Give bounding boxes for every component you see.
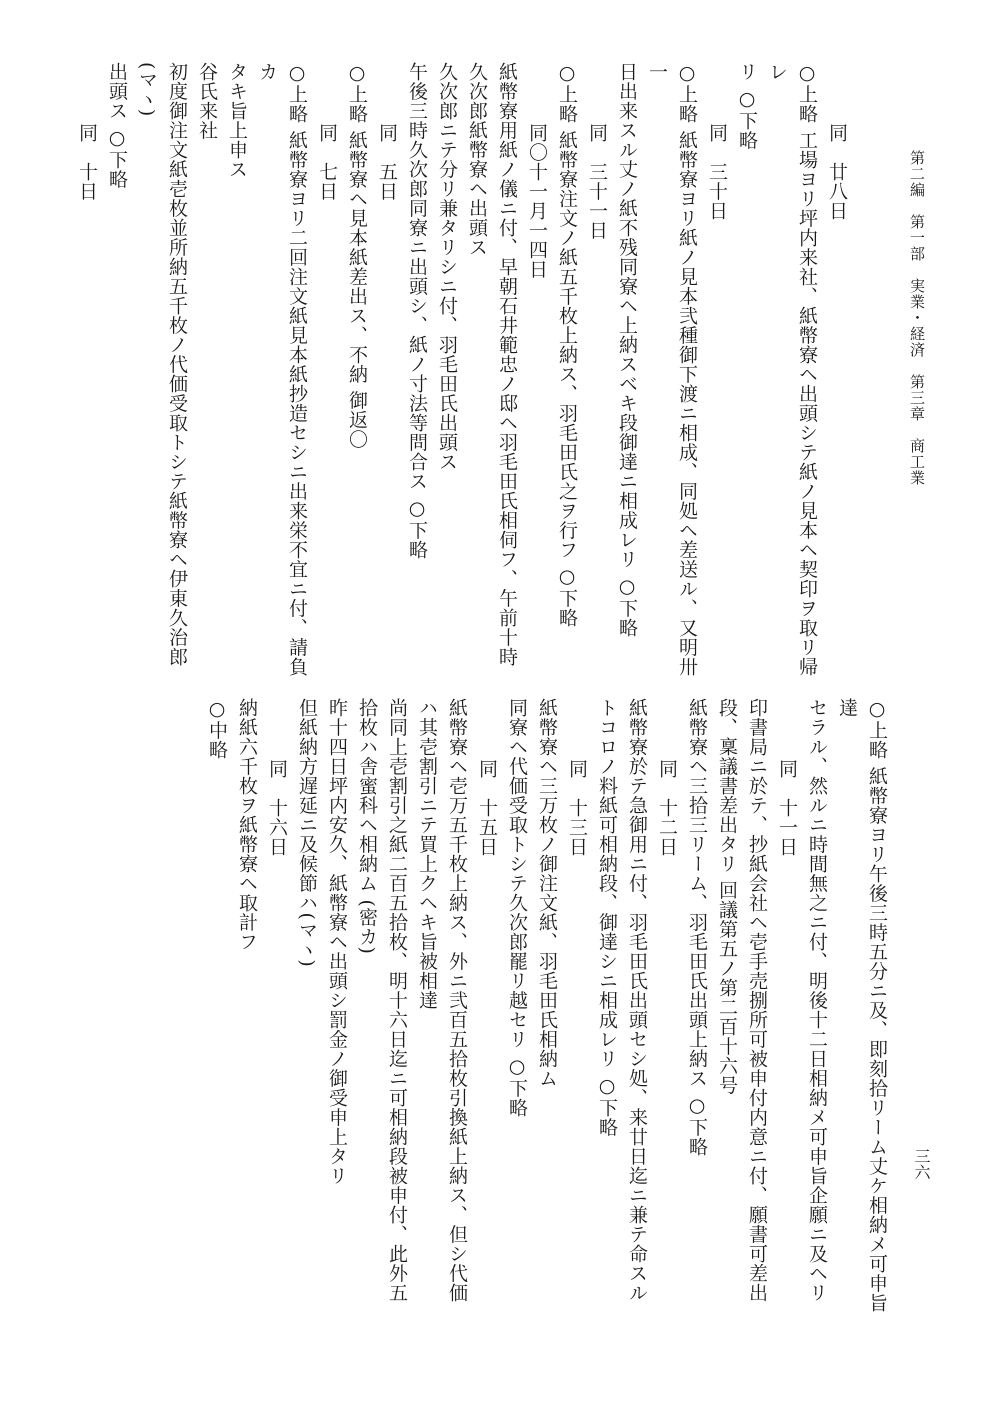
text-line: 出頭ス ○下略	[106, 62, 128, 189]
text-line: ○上略 工場ヨリ坪内来社、紙幣寮ヘ出頭シテ紙ノ見本ヘ契印ヲ取リ帰レ	[766, 62, 818, 677]
text-line: 拾枚ハ舎蜜科ヘ相納ム (密カ)	[356, 698, 378, 955]
text-line: 久次郎紙幣寮ヘ出頭ス	[466, 62, 488, 257]
text-line: 日出来スル丈ノ紙不残同寮ヘ上納スベキ段御達ニ相成レリ ○下略	[616, 62, 638, 638]
text-line: 同〇十一月一四日	[526, 122, 548, 279]
text-line: 尚同上壱割引之紙二百五拾枚、明十六日迄ニ可相納段被申付、此外五	[386, 698, 408, 1303]
text-line: 印書局ニ於テ、抄紙会社ヘ壱手売捌所可被申付内意ニ付、願書可差出	[746, 698, 768, 1303]
text-line: 午後三時久次郎同寮ニ出頭シ、紙ノ寸法等問合ス ○下略	[406, 62, 428, 560]
text-line: ○上略 紙幣寮注文ノ紙五千枚上納ス、羽毛田氏之ヲ行フ ○下略	[556, 62, 578, 628]
text-line: タキ旨上申ス	[226, 62, 248, 179]
text-line: 同 廿八日	[826, 122, 848, 221]
text-line: 同寮ヘ代価受取トシテ久次郎罷リ越セリ ○下略	[506, 698, 528, 1118]
text-line: 紙幣寮ヘ三万枚ノ御注文紙、羽毛田氏相納ム	[536, 698, 558, 1088]
text-line: セラル、然ルニ時間無之ニ付、明後十二日相納メ可申旨企願ニ及ヘリ	[806, 698, 828, 1303]
text-line: 紙幣寮ヘ壱万五千枚上納ス、外ニ弐百五拾枚引換紙上納ス、但シ代価	[446, 698, 468, 1303]
text-line: リ ○下略	[736, 62, 758, 150]
text-line: 納紙六千枚ヲ紙幣寮ヘ取計フ	[236, 698, 258, 952]
lower-text-block	[112, 698, 892, 1328]
text-line: 紙幣寮用紙ノ儀ニ付、早朝石井範忠ノ邸ヘ羽毛田氏相伺フ、午前十時	[496, 62, 518, 667]
text-line: 初度御注文紙壱枚並所納五千枚ノ代価受取トシテ紙幣寮ヘ伊東久治郎(マヽ)	[136, 62, 188, 667]
text-line: 同 三十一日	[586, 122, 608, 240]
text-line: 同 十一日	[776, 758, 798, 857]
text-line: 同 七日	[316, 122, 338, 201]
text-line: ○上略 紙幣寮ヨリ午後三時五分ニ及、即刻拾リーム丈ケ相納メ可申旨達	[836, 698, 888, 1313]
text-line: 同 五日	[376, 122, 398, 201]
text-line: 紙幣寮於テ急御用ニ付、羽毛田氏出頭セシ処、来廿日迄ニ兼テ命スル	[626, 698, 648, 1303]
text-line: ○上略 紙幣寮ヨリ紙ノ見本弐種御下渡ニ相成、同処ヘ差送ル、又明卅一	[646, 62, 698, 677]
text-line: 但紙納方遅延ニ及候節ハ(マヽ)	[296, 698, 318, 968]
text-line: 同 十五日	[476, 758, 498, 857]
text-line: ○上略 紙幣寮ヨリ二回注文紙見本紙抄造セシニ出来栄不宜ニ付、請負カ	[256, 62, 308, 677]
upper-text-block	[76, 62, 852, 680]
text-line: 同 十二日	[656, 758, 678, 857]
running-header: 第二編 第一部 実業・経済 第三章 商工業	[908, 150, 926, 486]
text-line: 同 十日	[76, 122, 98, 201]
text-line: 同 十三日	[566, 758, 588, 857]
text-line: 同 三十日	[706, 122, 728, 221]
text-line: トコロノ料紙可相納段、御達シニ相成レリ ○下略	[596, 698, 618, 1137]
page-number: 三六	[912, 1148, 931, 1180]
text-line: 紙幣寮ヘ三拾三リーム、羽毛田氏出頭上納ス ○下略	[686, 698, 708, 1157]
text-line: ○中略	[206, 698, 228, 760]
text-line: 同 十六日	[266, 758, 288, 857]
text-line: ハ其壱割引ニテ買上クヘキ旨被相達	[416, 698, 438, 1010]
text-line: 段、稟議書差出タリ 回議第五ノ第二百十六号	[716, 698, 738, 1095]
text-line: 谷氏来社	[196, 62, 218, 140]
text-line: ○上略 紙幣寮ヘ見本紙差出ス、不納 御返〇	[346, 62, 368, 449]
text-line: 昨十四日坪内安久、紙幣寮ヘ出頭シ罰金ノ御受申上タリ	[326, 698, 348, 1186]
text-line: 久次郎ニテ分リ兼タリシニ付、羽毛田氏出頭ス	[436, 62, 458, 472]
